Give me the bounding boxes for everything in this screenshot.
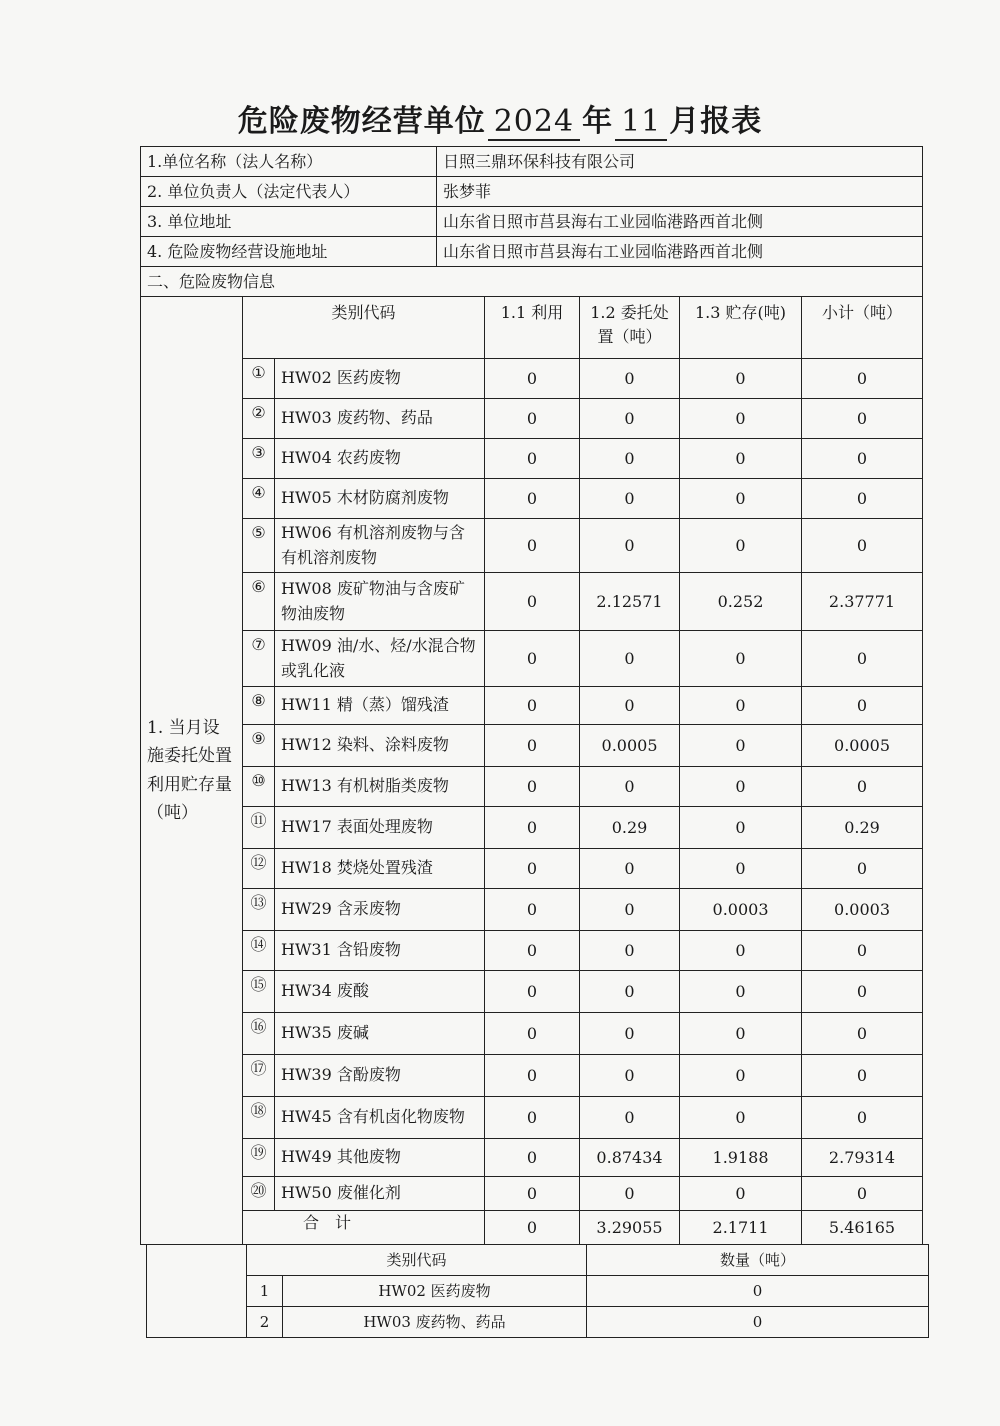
row-dispose: 0	[580, 439, 680, 479]
row-dispose: 0	[580, 519, 680, 573]
row-use: 0	[485, 573, 580, 631]
sub-row-name: HW02 医药废物	[283, 1276, 587, 1307]
row-subtotal: 0	[802, 399, 923, 439]
info-value: 张梦菲	[437, 177, 923, 207]
row-use: 0	[485, 631, 580, 687]
row-dispose: 0	[580, 359, 680, 399]
row-store: 0	[680, 1055, 802, 1097]
row-subtotal: 0	[802, 359, 923, 399]
row-index: ⑯	[243, 1013, 275, 1055]
waste-row	[141, 725, 923, 767]
row-use: 0	[485, 807, 580, 849]
row-use: 0	[485, 849, 580, 889]
row-dispose: 0	[580, 479, 680, 519]
row-dispose: 0	[580, 767, 680, 807]
row-store: 0	[680, 1013, 802, 1055]
row-subtotal: 0	[802, 971, 923, 1013]
row-use: 0	[485, 767, 580, 807]
row-subtotal: 0.0003	[802, 889, 923, 931]
row-subtotal: 0	[802, 479, 923, 519]
row-dispose: 0	[580, 849, 680, 889]
row-category: HW18 焚烧处置残渣	[275, 849, 485, 889]
group-label: 1. 当月设施委托处置利用贮存量（吨）	[141, 297, 243, 1245]
row-category: HW12 染料、涂料废物	[275, 725, 485, 767]
row-dispose: 0	[580, 399, 680, 439]
waste-row	[141, 1055, 923, 1097]
sub-table	[146, 1244, 929, 1338]
row-index: ②	[243, 399, 275, 439]
title-year-suffix: 年	[582, 104, 614, 139]
row-store: 0	[680, 479, 802, 519]
unit-info-table	[140, 146, 923, 297]
row-store: 0	[680, 1097, 802, 1139]
row-subtotal: 0	[802, 931, 923, 971]
row-dispose: 0	[580, 1177, 680, 1211]
row-store: 0	[680, 359, 802, 399]
header-category: 类别代码	[243, 297, 485, 359]
row-use: 0	[485, 1055, 580, 1097]
waste-row	[141, 1177, 923, 1211]
row-dispose: 0	[580, 1097, 680, 1139]
row-index: ⑤	[243, 519, 275, 573]
sub-row-no: 1	[247, 1276, 283, 1307]
row-subtotal: 0	[802, 687, 923, 725]
row-use: 0	[485, 1097, 580, 1139]
row-index: ⑱	[243, 1097, 275, 1139]
row-store: 0	[680, 725, 802, 767]
row-category: HW02 医药废物	[275, 359, 485, 399]
header-row	[141, 297, 923, 359]
waste-row	[141, 849, 923, 889]
waste-row	[141, 687, 923, 725]
row-index: ⑮	[243, 971, 275, 1013]
row-index: ①	[243, 359, 275, 399]
waste-row	[141, 1097, 923, 1139]
row-subtotal: 0	[802, 1055, 923, 1097]
title-year: 2024	[488, 104, 580, 141]
waste-row	[141, 479, 923, 519]
waste-row	[141, 1013, 923, 1055]
total-row	[141, 1211, 923, 1245]
title-month: 11	[615, 104, 667, 141]
section-header-row	[141, 267, 923, 297]
row-category: HW03 废药物、药品	[275, 399, 485, 439]
row-index: ⑨	[243, 725, 275, 767]
row-category: HW04 农药废物	[275, 439, 485, 479]
row-use: 0	[485, 479, 580, 519]
row-store: 0.0003	[680, 889, 802, 931]
waste-row	[141, 889, 923, 931]
row-index: ⑧	[243, 687, 275, 725]
waste-table	[140, 296, 923, 1245]
row-dispose: 0	[580, 931, 680, 971]
row-dispose: 0	[580, 889, 680, 931]
title-prefix: 危险废物经营单位	[237, 104, 486, 139]
row-subtotal: 0	[802, 1177, 923, 1211]
row-subtotal: 0	[802, 1013, 923, 1055]
row-index: ⑳	[243, 1177, 275, 1211]
row-index: ⑲	[243, 1139, 275, 1177]
row-category: HW08 废矿物油与含废矿物油废物	[275, 573, 485, 631]
row-store: 0	[680, 519, 802, 573]
info-row	[141, 207, 923, 237]
info-row	[141, 177, 923, 207]
row-category: HW29 含汞废物	[275, 889, 485, 931]
row-subtotal: 0.0005	[802, 725, 923, 767]
sub-header-quantity: 数量（吨）	[587, 1245, 929, 1276]
waste-row	[141, 971, 923, 1013]
section-header: 二、危险废物信息	[141, 267, 923, 297]
waste-row	[141, 399, 923, 439]
total-subtotal: 5.46165	[802, 1211, 923, 1245]
waste-row	[141, 807, 923, 849]
row-subtotal: 0	[802, 519, 923, 573]
row-category: HW13 有机树脂类废物	[275, 767, 485, 807]
row-subtotal: 0	[802, 1097, 923, 1139]
sub-row	[147, 1307, 929, 1338]
waste-row	[141, 631, 923, 687]
waste-row	[141, 573, 923, 631]
waste-row	[141, 1139, 923, 1177]
row-use: 0	[485, 687, 580, 725]
row-dispose: 0.29	[580, 807, 680, 849]
page-title	[0, 96, 1000, 141]
total-store: 2.1711	[680, 1211, 802, 1245]
row-index: ⑩	[243, 767, 275, 807]
row-category: HW49 其他废物	[275, 1139, 485, 1177]
row-use: 0	[485, 1013, 580, 1055]
row-use: 0	[485, 519, 580, 573]
sub-row	[147, 1276, 929, 1307]
header-subtotal: 小计（吨）	[802, 297, 923, 359]
sub-header-category: 类别代码	[247, 1245, 587, 1276]
sub-header-row	[147, 1245, 929, 1276]
row-store: 0	[680, 931, 802, 971]
row-dispose: 0	[580, 1055, 680, 1097]
row-store: 0.252	[680, 573, 802, 631]
info-value: 日照三鼎环保科技有限公司	[437, 147, 923, 177]
row-index: ⑪	[243, 807, 275, 849]
row-store: 1.9188	[680, 1139, 802, 1177]
row-subtotal: 2.79314	[802, 1139, 923, 1177]
row-use: 0	[485, 1139, 580, 1177]
info-label: 3. 单位地址	[141, 207, 437, 237]
info-value: 山东省日照市莒县海右工业园临港路西首北侧	[437, 237, 923, 267]
row-dispose: 0	[580, 631, 680, 687]
row-use: 0	[485, 1177, 580, 1211]
row-subtotal: 0	[802, 439, 923, 479]
info-row	[141, 237, 923, 267]
row-index: ⑬	[243, 889, 275, 931]
info-label: 2. 单位负责人（法定代表人）	[141, 177, 437, 207]
row-store: 0	[680, 807, 802, 849]
total-dispose: 3.29055	[580, 1211, 680, 1245]
total-label: 合 计	[243, 1211, 485, 1245]
row-index: ⑦	[243, 631, 275, 687]
waste-row	[141, 359, 923, 399]
row-subtotal: 2.37771	[802, 573, 923, 631]
row-store: 0	[680, 687, 802, 725]
row-use: 0	[485, 889, 580, 931]
row-store: 0	[680, 399, 802, 439]
row-store: 0	[680, 631, 802, 687]
row-use: 0	[485, 359, 580, 399]
row-category: HW17 表面处理废物	[275, 807, 485, 849]
row-subtotal: 0	[802, 849, 923, 889]
row-category: HW31 含铅废物	[275, 931, 485, 971]
row-category: HW50 废催化剂	[275, 1177, 485, 1211]
row-use: 0	[485, 399, 580, 439]
title-month-suffix: 月报表	[669, 104, 763, 139]
sub-row-name: HW03 废药物、药品	[283, 1307, 587, 1338]
row-dispose: 2.12571	[580, 573, 680, 631]
row-dispose: 0	[580, 971, 680, 1013]
waste-row	[141, 931, 923, 971]
row-index: ⑫	[243, 849, 275, 889]
waste-row	[141, 519, 923, 573]
row-index: ⑭	[243, 931, 275, 971]
sub-row-qty: 0	[587, 1276, 929, 1307]
row-store: 0	[680, 849, 802, 889]
row-category: HW11 精（蒸）馏残渣	[275, 687, 485, 725]
row-use: 0	[485, 931, 580, 971]
sub-row-qty: 0	[587, 1307, 929, 1338]
row-category: HW05 木材防腐剂废物	[275, 479, 485, 519]
row-subtotal: 0	[802, 767, 923, 807]
row-category: HW09 油/水、烃/水混合物或乳化液	[275, 631, 485, 687]
row-use: 0	[485, 971, 580, 1013]
row-category: HW06 有机溶剂废物与含有机溶剂废物	[275, 519, 485, 573]
row-index: ③	[243, 439, 275, 479]
row-category: HW39 含酚废物	[275, 1055, 485, 1097]
row-index: ⑰	[243, 1055, 275, 1097]
sub-group-cell	[147, 1245, 247, 1338]
header-dispose: 1.2 委托处置（吨）	[580, 297, 680, 359]
sub-row-no: 2	[247, 1307, 283, 1338]
row-index: ④	[243, 479, 275, 519]
row-use: 0	[485, 439, 580, 479]
info-row	[141, 147, 923, 177]
header-store: 1.3 贮存(吨)	[680, 297, 802, 359]
row-category: HW35 废碱	[275, 1013, 485, 1055]
waste-row	[141, 767, 923, 807]
row-store: 0	[680, 1177, 802, 1211]
row-dispose: 0	[580, 687, 680, 725]
row-subtotal: 0.29	[802, 807, 923, 849]
row-use: 0	[485, 725, 580, 767]
row-category: HW34 废酸	[275, 971, 485, 1013]
info-label: 4. 危险废物经营设施地址	[141, 237, 437, 267]
row-dispose: 0.0005	[580, 725, 680, 767]
row-category: HW45 含有机卤化物废物	[275, 1097, 485, 1139]
row-index: ⑥	[243, 573, 275, 631]
row-subtotal: 0	[802, 631, 923, 687]
waste-row	[141, 439, 923, 479]
info-value: 山东省日照市莒县海右工业园临港路西首北侧	[437, 207, 923, 237]
header-use: 1.1 利用	[485, 297, 580, 359]
row-dispose: 0.87434	[580, 1139, 680, 1177]
info-label: 1.单位名称（法人名称）	[141, 147, 437, 177]
row-store: 0	[680, 439, 802, 479]
total-use: 0	[485, 1211, 580, 1245]
row-store: 0	[680, 971, 802, 1013]
row-dispose: 0	[580, 1013, 680, 1055]
row-store: 0	[680, 767, 802, 807]
